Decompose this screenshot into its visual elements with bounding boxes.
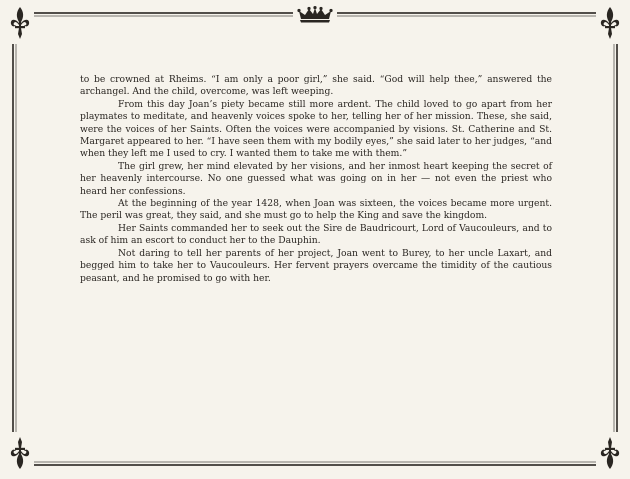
paragraph: The girl grew, her mind elevated by her visions, and her inmost heart keeping the secret of her heavenly intercourse. No one guessed what was going on in her — not even the priest who heard her confessions. — [80, 160, 552, 197]
paragraph: Her Saints commanded her to seek out the Sire de Baudricourt, Lord of Vaucouleurs, and to ask of him an escort to conduct her to the Dauphin. — [80, 222, 552, 247]
fleur-de-lis-icon-top-right — [600, 6, 620, 42]
crown-ornament-icon — [296, 6, 334, 24]
paragraph: At the beginning of the year 1428, when Joan was sixteen, the voices became more urgent. The peril was great, they said, and she must go to help the King and save the kingdom. — [80, 198, 552, 222]
paragraph: From this day Joan’s piety became still more ardent. The child loved to go apart from her playmates to meditate, and heavenly voices spoke to her, telling her of her mission. These, she said, were the voices of her Saints. Often the voices were accompanied by visions. St. Catherine and St. Margaret appeared to her. “I have seen them with my bodily eyes,” she said later to her judges, “and when they left me I used to cry. I wanted them to take me with them.” — [80, 98, 552, 160]
fleur-de-lis-icon-bottom-left — [10, 434, 30, 470]
body-text — [80, 74, 552, 285]
fleur-de-lis-icon-top-left — [10, 6, 30, 42]
paragraph: to be crowned at Rheims. “I am only a poor girl,” she said. “God will help thee,” answered the archangel. And the child, overcome, was left weeping. — [80, 74, 552, 98]
paragraph: Not daring to tell her parents of her project, Joan went to Burey, to her uncle Laxart, and begged him to take her to Vaucouleurs. Her fervent prayers overcame the timidity of the cautious peasant, and he promised to go with her. — [80, 247, 552, 284]
fleur-de-lis-icon-bottom-right — [600, 434, 620, 470]
